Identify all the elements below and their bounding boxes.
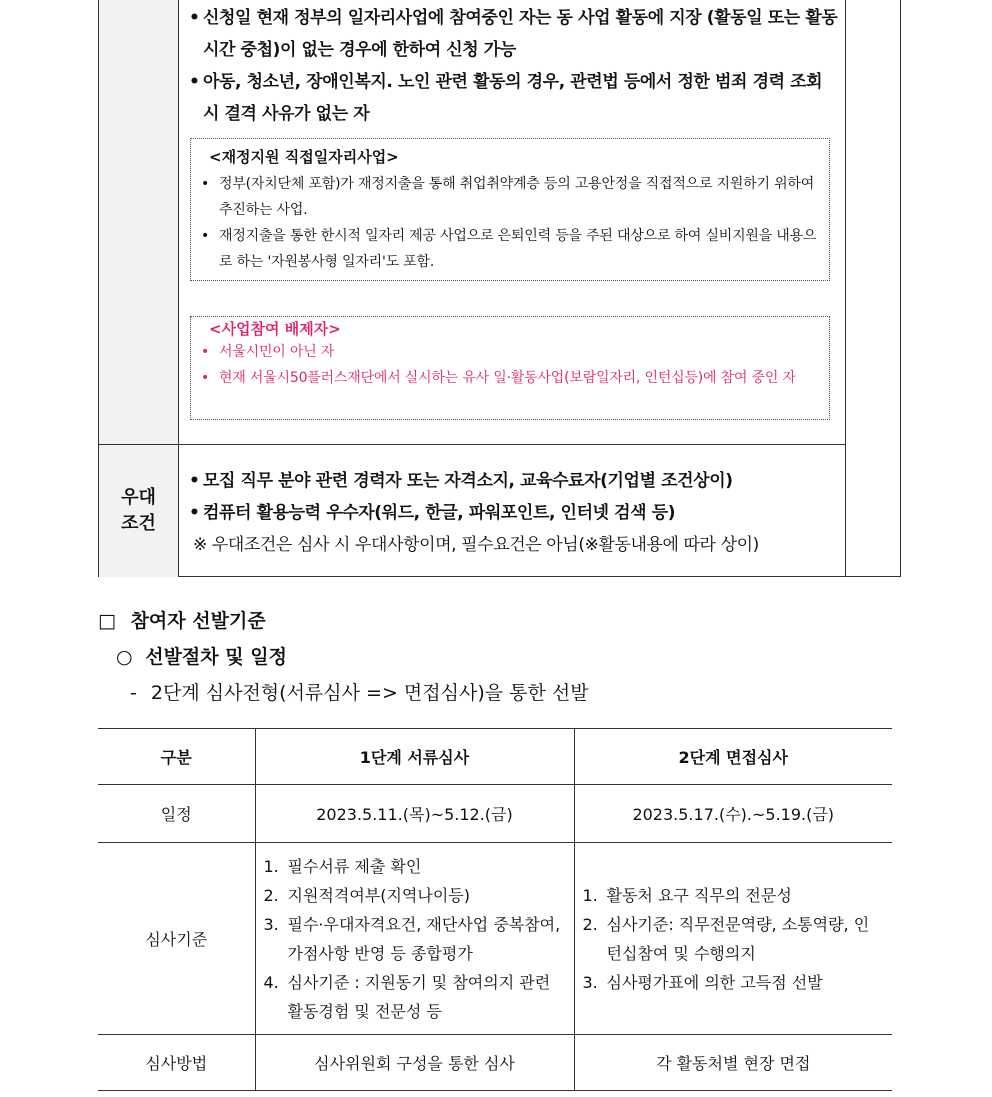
excluded-participants-title: <사업참여 배제자> xyxy=(209,320,341,338)
criteria-item-text: 심사기준: 직무전문역량, 소통역량, 인턴십참여 및 수행의지 xyxy=(606,914,870,963)
preference-item xyxy=(189,465,839,497)
preference-list xyxy=(189,465,839,575)
item-number: 1. xyxy=(263,856,279,876)
item-number: 3. xyxy=(263,914,279,934)
table-row-divider xyxy=(99,444,846,445)
preference-item xyxy=(189,497,839,529)
dash-icon: - xyxy=(130,682,137,704)
direct-job-program-title: <재정지원 직접일자리사업> xyxy=(209,148,399,166)
item-number: 1. xyxy=(582,885,598,905)
schedule-stage2: 2023.5.17.(수).~5.19.(금) xyxy=(574,785,892,843)
subsection-title xyxy=(116,642,287,669)
bullet-icon: • xyxy=(189,503,200,523)
table-row xyxy=(98,843,892,1035)
criteria-item-text: 활동처 요구 직무의 전문성 xyxy=(606,885,792,905)
selection-table xyxy=(98,728,892,1091)
excluded-participants-box xyxy=(190,316,830,420)
criteria-item-text: 필수서류 제출 확인 xyxy=(287,856,422,876)
preference-note: ※ 우대조건은 심사 시 우대사항이며, 필수요건은 아님(※활동내용에 따라 상이) xyxy=(193,535,759,555)
item-number: 2. xyxy=(582,914,598,934)
criteria-stage2 xyxy=(574,843,892,1035)
preference-label-cell xyxy=(99,444,179,577)
table-right-column-border xyxy=(845,0,846,577)
bullet-icon: • xyxy=(201,176,210,192)
excluded-participants-item-text: 현재 서울시50플러스재단에서 실시하는 유사 일·활동사업(보람일자리, 인턴십등)에 참여 중인 자 xyxy=(219,370,796,386)
criteria-item-text: 심사기준 : 지원동기 및 참여의지 관련활동경험 및 전문성 등 xyxy=(287,972,551,1021)
preference-label-line2: 조건 xyxy=(121,512,156,534)
bullet-icon: • xyxy=(201,228,210,244)
criteria-stage1-item xyxy=(264,881,566,910)
eligibility-label-cell xyxy=(99,0,179,444)
eligibility-item-text: 신청일 현재 정부의 일자리사업에 참여중인 자는 동 사업 활동에 지장 (활동일 또는 활동 시간 중첩)이 없는 경우에 한하여 신청 가능 xyxy=(203,8,838,60)
table-row xyxy=(98,785,892,843)
direct-job-program-item-text: 재정지출을 통한 한시적 일자리 제공 사업으로 은퇴인력 등을 주된 대상으로 하여 실비지원을 내용으로 하는 '자원봉사형 일자리'도 포함. xyxy=(219,228,817,270)
eligibility-item xyxy=(189,2,839,66)
criteria-stage2-item xyxy=(583,881,885,910)
table-header-row xyxy=(98,729,892,785)
criteria-item-text: 지원적격여부(지역나이등) xyxy=(287,885,471,905)
preference-label-line1: 우대 xyxy=(121,486,156,508)
section-description xyxy=(130,678,589,705)
criteria-stage2-item xyxy=(583,910,885,968)
schedule-stage1: 2023.5.11.(목)~5.12.(금) xyxy=(255,785,574,843)
criteria-item-text: 심사평가표에 의한 고득점 선발 xyxy=(606,972,823,992)
preference-item-text: 컴퓨터 활용능력 우수자(워드, 한글, 파워포인트, 인터넷 검색 등) xyxy=(203,503,676,523)
eligibility-table xyxy=(98,0,901,577)
criteria-item-text: 필수·우대자격요건, 재단사업 중복참여, 가점사항 반영 등 종합평가 xyxy=(287,914,561,963)
method-label: 심사방법 xyxy=(98,1035,255,1091)
header-stage2: 2단계 면접심사 xyxy=(574,729,892,785)
method-stage1: 심사위원회 구성을 통한 심사 xyxy=(255,1035,574,1091)
bullet-icon: • xyxy=(201,370,210,386)
eligibility-list xyxy=(189,2,839,132)
direct-job-program-item-text: 정부(자치단체 포함)가 재정지출을 통해 취업취약계층 등의 고용안정을 직접적으로 지원하기 위하여 추진하는 사업. xyxy=(219,176,815,218)
square-icon: □ xyxy=(98,610,116,632)
criteria-stage1 xyxy=(255,843,574,1035)
item-number: 3. xyxy=(582,972,598,992)
section-title-text: 참여자 선발기준 xyxy=(130,610,266,632)
eligibility-item-text: 아동, 청소년, 장애인복지. 노인 관련 활동의 경우, 관련법 등에서 정한 범죄 경력 조회 시 결격 사유가 없는 자 xyxy=(203,72,823,124)
excluded-participants-item xyxy=(191,339,821,365)
direct-job-program-item xyxy=(191,223,821,275)
bullet-icon: • xyxy=(189,8,200,28)
bullet-icon: • xyxy=(189,471,200,491)
criteria-stage1-item xyxy=(264,968,566,1026)
item-number: 2. xyxy=(263,885,279,905)
excluded-participants-item-text: 서울시민이 아닌 자 xyxy=(219,344,335,360)
section-title xyxy=(98,606,266,633)
section-description-text: 2단계 심사전형(서류심사 => 면접심사)을 통한 선발 xyxy=(150,682,589,704)
schedule-label: 일정 xyxy=(98,785,255,843)
method-stage2: 각 활동처별 현장 면접 xyxy=(574,1035,892,1091)
header-category: 구분 xyxy=(98,729,255,785)
bullet-icon: • xyxy=(201,344,210,360)
direct-job-program-box xyxy=(190,138,830,281)
direct-job-program-item xyxy=(191,171,821,223)
eligibility-item xyxy=(189,66,839,130)
criteria-stage1-item xyxy=(264,910,566,968)
criteria-stage1-item xyxy=(264,852,566,881)
item-number: 4. xyxy=(263,972,279,992)
table-row xyxy=(98,1035,892,1091)
bullet-icon: • xyxy=(189,72,200,92)
subsection-title-text: 선발절차 및 일정 xyxy=(145,646,287,668)
preference-item-text: 모집 직무 분야 관련 경력자 또는 자격소지, 교육수료자(기업별 조건상이) xyxy=(203,471,733,491)
header-stage1: 1단계 서류심사 xyxy=(255,729,574,785)
criteria-stage2-item xyxy=(583,968,885,997)
circle-icon: ○ xyxy=(116,646,133,668)
excluded-participants-item xyxy=(191,365,821,391)
criteria-label: 심사기준 xyxy=(98,843,255,1035)
